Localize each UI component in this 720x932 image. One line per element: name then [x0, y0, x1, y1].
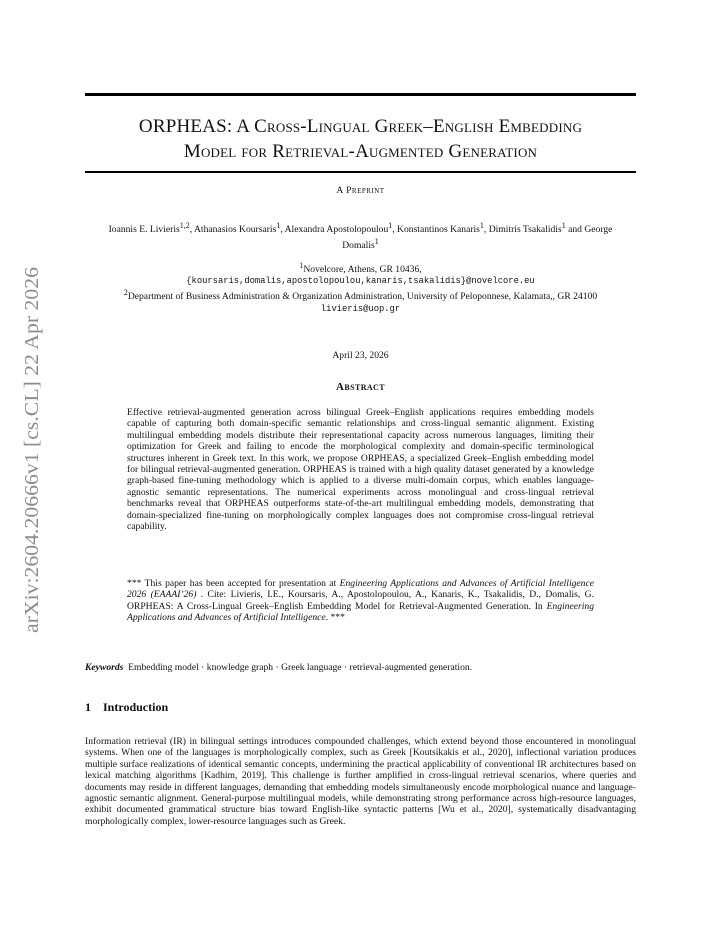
abstract-heading: Abstract — [336, 381, 385, 393]
affiliations — [85, 260, 636, 315]
title-bottom-rule — [85, 171, 636, 173]
paper-title — [85, 114, 636, 164]
title-line-1: ORPHEAS: A Cross-Lingual Greek–English Embedding — [138, 116, 583, 137]
publication-date: April 23, 2026 — [332, 350, 389, 361]
title-top-rule — [85, 93, 636, 96]
arxiv-watermark — [8, 265, 48, 635]
keywords — [85, 662, 636, 673]
title-line-2: Model for Retrieval-Augmented Generation — [183, 141, 538, 162]
acceptance-note: *** This paper has been accepted for presentation at Engineering Applications and Advances of Artificial Intelligence 2026 (EAAAI’26) . Cite: Livieris, I.E., Koursaris, A., Apostolopoulou, A., Kanaris, K., Tsakalidis, D., Domalis, G. ORPHEAS: A Cross-Lingual Greek–English Embedding Model for Retrieval-Augmented Generation. In Engineering Applications and Advances of Artificial Intelligence. *** — [127, 578, 594, 624]
affiliation-2: $^2$Department of Business Administration & Organization Administration, University of Peloponnese, Kalamata,, GR 24100 livieris@uop.gr — [123, 288, 598, 314]
affiliation-2-email: livieris@uop.gr — [320, 303, 401, 314]
arxiv-identifier: arXiv:2604.20666v1 [cs.CL] 22 Apr 2026 — [21, 287, 43, 633]
keywords-label: Keywords — [85, 662, 124, 673]
preprint-label: A Preprint — [336, 186, 385, 196]
affiliation-1: $^1$Novelcore, Athens, GR 10436, — [299, 261, 422, 276]
keywords-text: Embedding model · knowledge graph · Greek language · retrieval-augmented generation. — [128, 662, 473, 673]
section-heading — [85, 700, 168, 715]
abstract-body: Effective retrieval-augmented generation across bilingual Greek–English applications requires embedding models capable of capturing both domain-specific semantic relationships and cross-lingual semantic alignment. Existing multilingual embedding models distribute their representational capacity across numerous languages, limiting their optimization for Greek and failing to encode the morphological complexity and domain-specific terminological structures inherent in Greek text. In this work, we propose ORPHEAS, a specialized Greek–English embedding model for bilingual retrieval-augmented generation. ORPHEAS is trained with a high quality dataset generated by a knowledge graph-based fine-tuning methodology which is applied to a diverse multi-domain corpus, which enables language-agnostic semantic representations. The numerical experiments across monolingual and cross-lingual retrieval benchmarks reveal that ORPHEAS outperforms state-of-the-art multilingual embedding models, demonstrating that domain-specialized fine-tuning on morphologically complex languages does not compromise cross-lingual retrieval capability. — [127, 407, 594, 533]
author-list: Ioannis E. Livieris$^{1,2}$, Athanasios Koursaris$^1$, Alexandra Apostolopoulou$^1$, Konstantinos Kanaris$^1$, Dimitris Tsakalidis$^1$ and George Domalis$^1$ — [108, 221, 613, 252]
section-title: Introduction — [103, 700, 169, 714]
affiliation-1-emails: {koursaris,domalis,apostolopoulou,kanaris,tsakalidis}@novelcore.eu — [186, 275, 535, 286]
section-number: 1 — [85, 700, 91, 714]
introduction-paragraph: Information retrieval (IR) in bilingual settings introduces compounded challenges, which extend beyond those encountered in monolingual systems. When one of the languages is morphologically complex, such as Greek [Koutsikakis et al., 2020], inflectional variation produces multiple surface realizations of identical semantic concepts, undermining the practical applicability of conventional IR architectures based on lexical matching algorithms [Kadhim, 2019]. This challenge is further amplified in cross-lingual retrieval scenarios, where queries and documents may reside in different languages, demanding that embedding models simultaneously encode morphological nuance and language-agnostic semantic alignment. General-purpose multilingual models, while demonstrating strong performance across high-resource languages, exhibit documented grammatical structure bias toward English-like syntactic patterns [Wu et al., 2020], systematically disadvantaging morphologically complex, lower-resource languages such as Greek. — [85, 736, 636, 827]
